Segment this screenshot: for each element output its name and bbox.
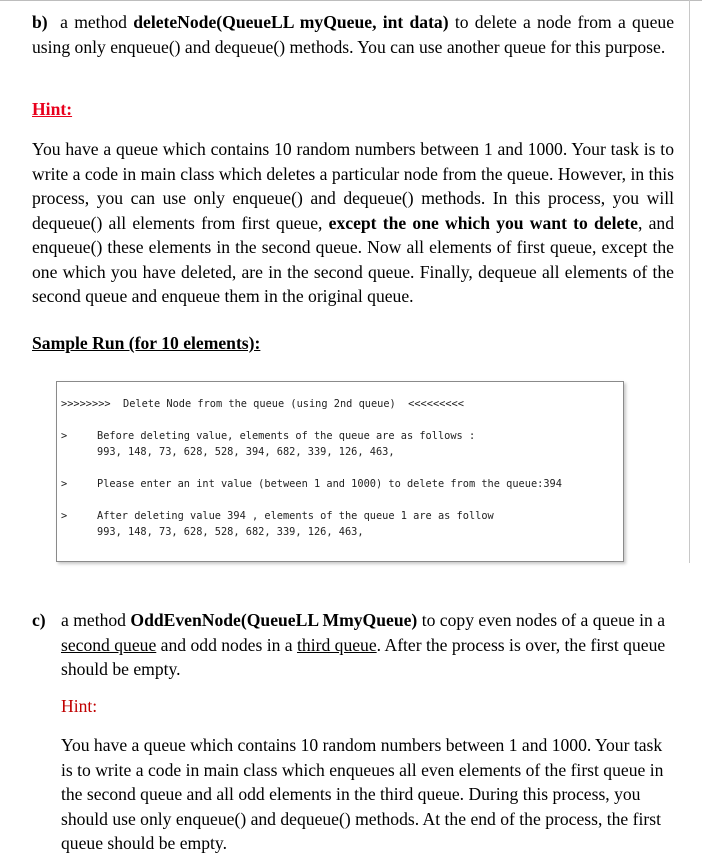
- section-c-hint-label: Hint:: [61, 696, 98, 716]
- console-line: 993, 148, 73, 628, 528, 682, 339, 126, 463,: [97, 526, 364, 538]
- section-b-hint-label: Hint:: [32, 99, 73, 119]
- section-c-intro: a method: [61, 610, 126, 630]
- section-b-hint-part2: , and enqueue() these elements in the second queue. Now all elements of first queue, except the one which you have deleted, are in the second queue. Finally, dequeue all elements of the second queue and enqueue them in the original queue.: [32, 212, 674, 306]
- console-prompt: >: [61, 430, 68, 442]
- second-queue-link: second queue: [61, 634, 157, 655]
- section-c-text1: to copy even nodes of a queue in a: [421, 610, 666, 630]
- section-b-hint-part1: You have a queue which contains 10 random numbers between 1 and 1000. Your task is to write a code in main class which deletes a particular node from the queue. However, in this process, you can use only enqueue() and dequeue() methods. In this process, you will dequeue() all elements from first queue,: [32, 139, 674, 233]
- section-b-text: [32, 10, 674, 59]
- section-b: [32, 10, 674, 59]
- section-c-text: [61, 608, 671, 682]
- section-c-method-signature: OddEvenNode(QueueLL MmyQueue): [130, 610, 418, 630]
- section-b-description: to delete a node from a queue using only enqueue() and dequeue() methods. You can use another queue for this purpose.: [32, 12, 675, 57]
- console-header: >>>>>>>> Delete Node from the queue (using 2nd queue) <<<<<<<<<: [61, 398, 464, 410]
- section-c-label: c): [32, 610, 46, 630]
- section-b-hint-bold: except the one which you want to delete: [328, 212, 638, 233]
- console-line: Before deleting value, elements of the queue are as follows :: [97, 430, 476, 442]
- console-line: After deleting value 394 , elements of the queue 1 are as follow: [97, 510, 494, 522]
- section-b-hint-text: [32, 137, 674, 309]
- section-c-hint-text: You have a queue which contains 10 random numbers between 1 and 1000. Your task is to write a code in main class which enqueues all even elements of the first queue in the second queue and all odd elements in the third queue. During this process, you should use only enqueue() and dequeue() methods. At the end of the process, the first queue should be empty.: [61, 735, 664, 853]
- console-prompt: >: [61, 510, 68, 522]
- console-prompt: >: [61, 478, 68, 490]
- console-line: 993, 148, 73, 628, 528, 394, 682, 339, 126, 463,: [97, 446, 395, 458]
- console-line: Please enter an int value (between 1 and 1000) to delete from the queue:394: [97, 478, 562, 490]
- section-c-text3: . After the process is over, the first queue should be empty.: [61, 634, 666, 679]
- section-b-label: b): [32, 12, 48, 32]
- section-b-method-signature: deleteNode(QueueLL myQueue, int data): [133, 12, 449, 32]
- right-border: [689, 0, 690, 563]
- console-output: [56, 381, 624, 562]
- section-b-intro: a method: [60, 12, 127, 32]
- third-queue-link: third queue: [297, 634, 377, 655]
- sample-run-title: Sample Run (for 10 elements):: [32, 333, 261, 353]
- section-c-text2: and odd nodes in a: [160, 634, 293, 655]
- top-border: [0, 0, 702, 1]
